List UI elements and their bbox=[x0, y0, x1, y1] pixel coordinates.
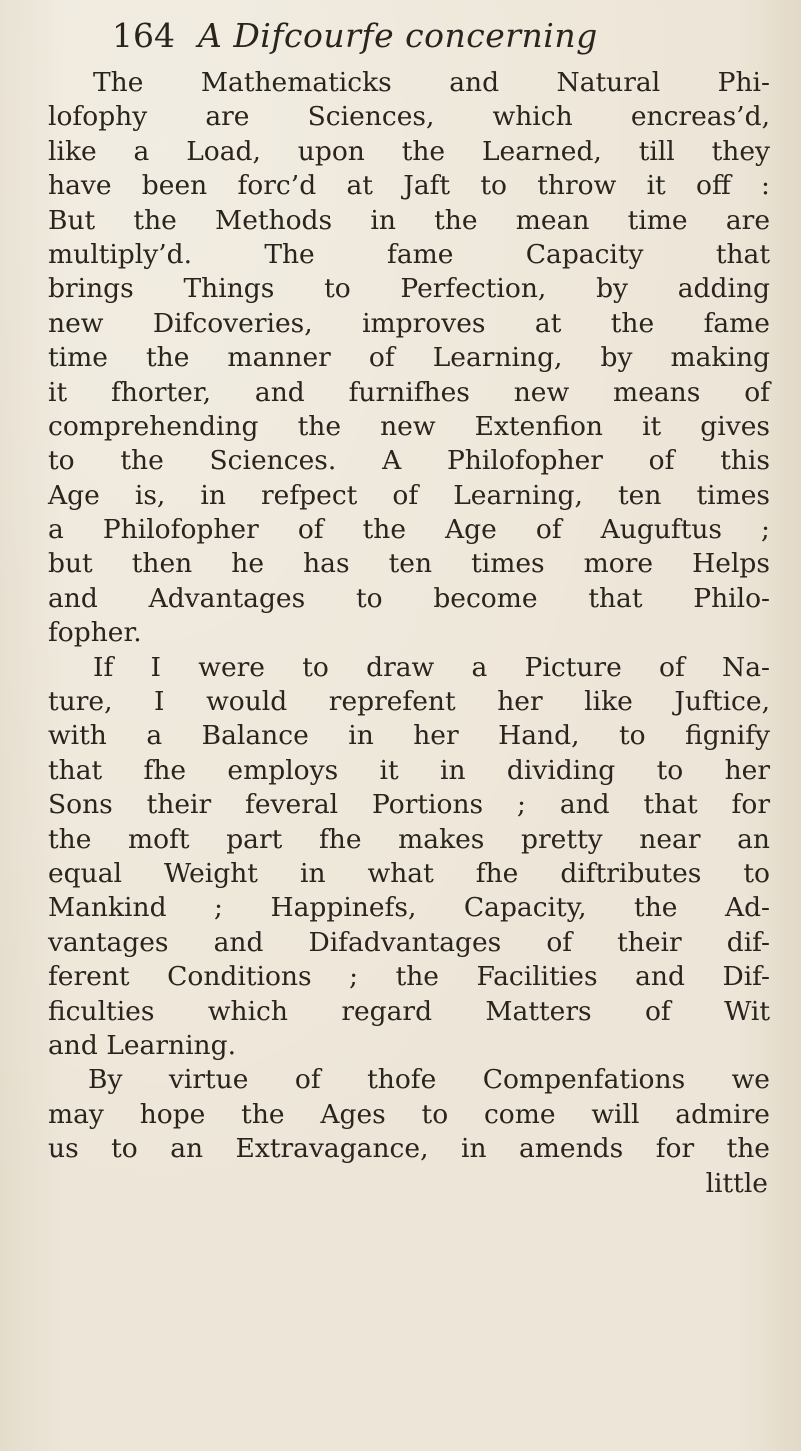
text-line: comprehending the new Extenfion it gives bbox=[48, 410, 770, 442]
text-line: Age is, in refpect of Learning, ten times bbox=[48, 479, 770, 511]
text-line: but then he has ten times more Helps bbox=[48, 548, 770, 580]
text-line: that fhe employs it in dividing to her bbox=[48, 754, 770, 786]
text-line: equal Weight in what fhe diftributes to bbox=[48, 857, 770, 889]
text-line: ficulties which regard Matters of Wit bbox=[48, 995, 770, 1027]
text-line: multiply’d. The fame Capacity that bbox=[48, 238, 770, 270]
text-line: with a Balance in her Hand, to fignify bbox=[48, 720, 770, 752]
text-line: new Difcoveries, improves at the fame bbox=[48, 307, 770, 339]
text-line: time the manner of Learning, by making bbox=[48, 342, 770, 374]
running-title: A Difcourfe concerning bbox=[198, 16, 598, 55]
text-line: like a Load, upon the Learned, till they bbox=[48, 135, 770, 167]
text-line: and Advantages to become that Philo- bbox=[48, 582, 770, 614]
text-line: vantages and Difadvantages of their dif- bbox=[48, 926, 770, 958]
text-line: The Mathematicks and Natural Phi- bbox=[93, 67, 770, 98]
text-line: a Philofopher of the Age of Auguftus ; bbox=[48, 514, 770, 546]
text-line: By virtue of thofe Compenfations we bbox=[88, 1064, 770, 1096]
text-line: If I were to draw a Picture of Na- bbox=[93, 651, 770, 683]
text-line: ferent Conditions ; the Facilities and Dif- bbox=[48, 961, 770, 993]
page-number: 164 bbox=[112, 16, 175, 55]
text-line: Sons their feveral Portions ; and that for bbox=[48, 789, 770, 821]
text-line: ture, I would reprefent her like Juftice, bbox=[48, 686, 770, 718]
text-line: Mankind ; Happinefs, Capacity, the Ad- bbox=[48, 892, 770, 924]
body-text bbox=[48, 66, 770, 1201]
text-line: brings Things to Perfection, by adding bbox=[48, 273, 770, 305]
text-line: fopher. bbox=[48, 617, 142, 649]
catchword: little bbox=[705, 1167, 768, 1199]
text-line: and Learning. bbox=[48, 1029, 236, 1061]
text-line: may hope the Ages to come will admire bbox=[48, 1098, 770, 1130]
text-line: have been forc’d at Jaft to throw it off : bbox=[48, 170, 770, 202]
page-header bbox=[112, 14, 761, 58]
text-line: to the Sciences. A Philofopher of this bbox=[48, 445, 770, 477]
text-line: us to an Extravagance, in amends for the bbox=[48, 1133, 770, 1165]
text-line: it fhorter, and furnifhes new means of bbox=[48, 376, 770, 408]
text-line: the moft part fhe makes pretty near an bbox=[48, 823, 770, 855]
text-line: lofophy are Sciences, which encreas’d, bbox=[48, 101, 770, 133]
text-line: But the Methods in the mean time are bbox=[48, 204, 770, 236]
